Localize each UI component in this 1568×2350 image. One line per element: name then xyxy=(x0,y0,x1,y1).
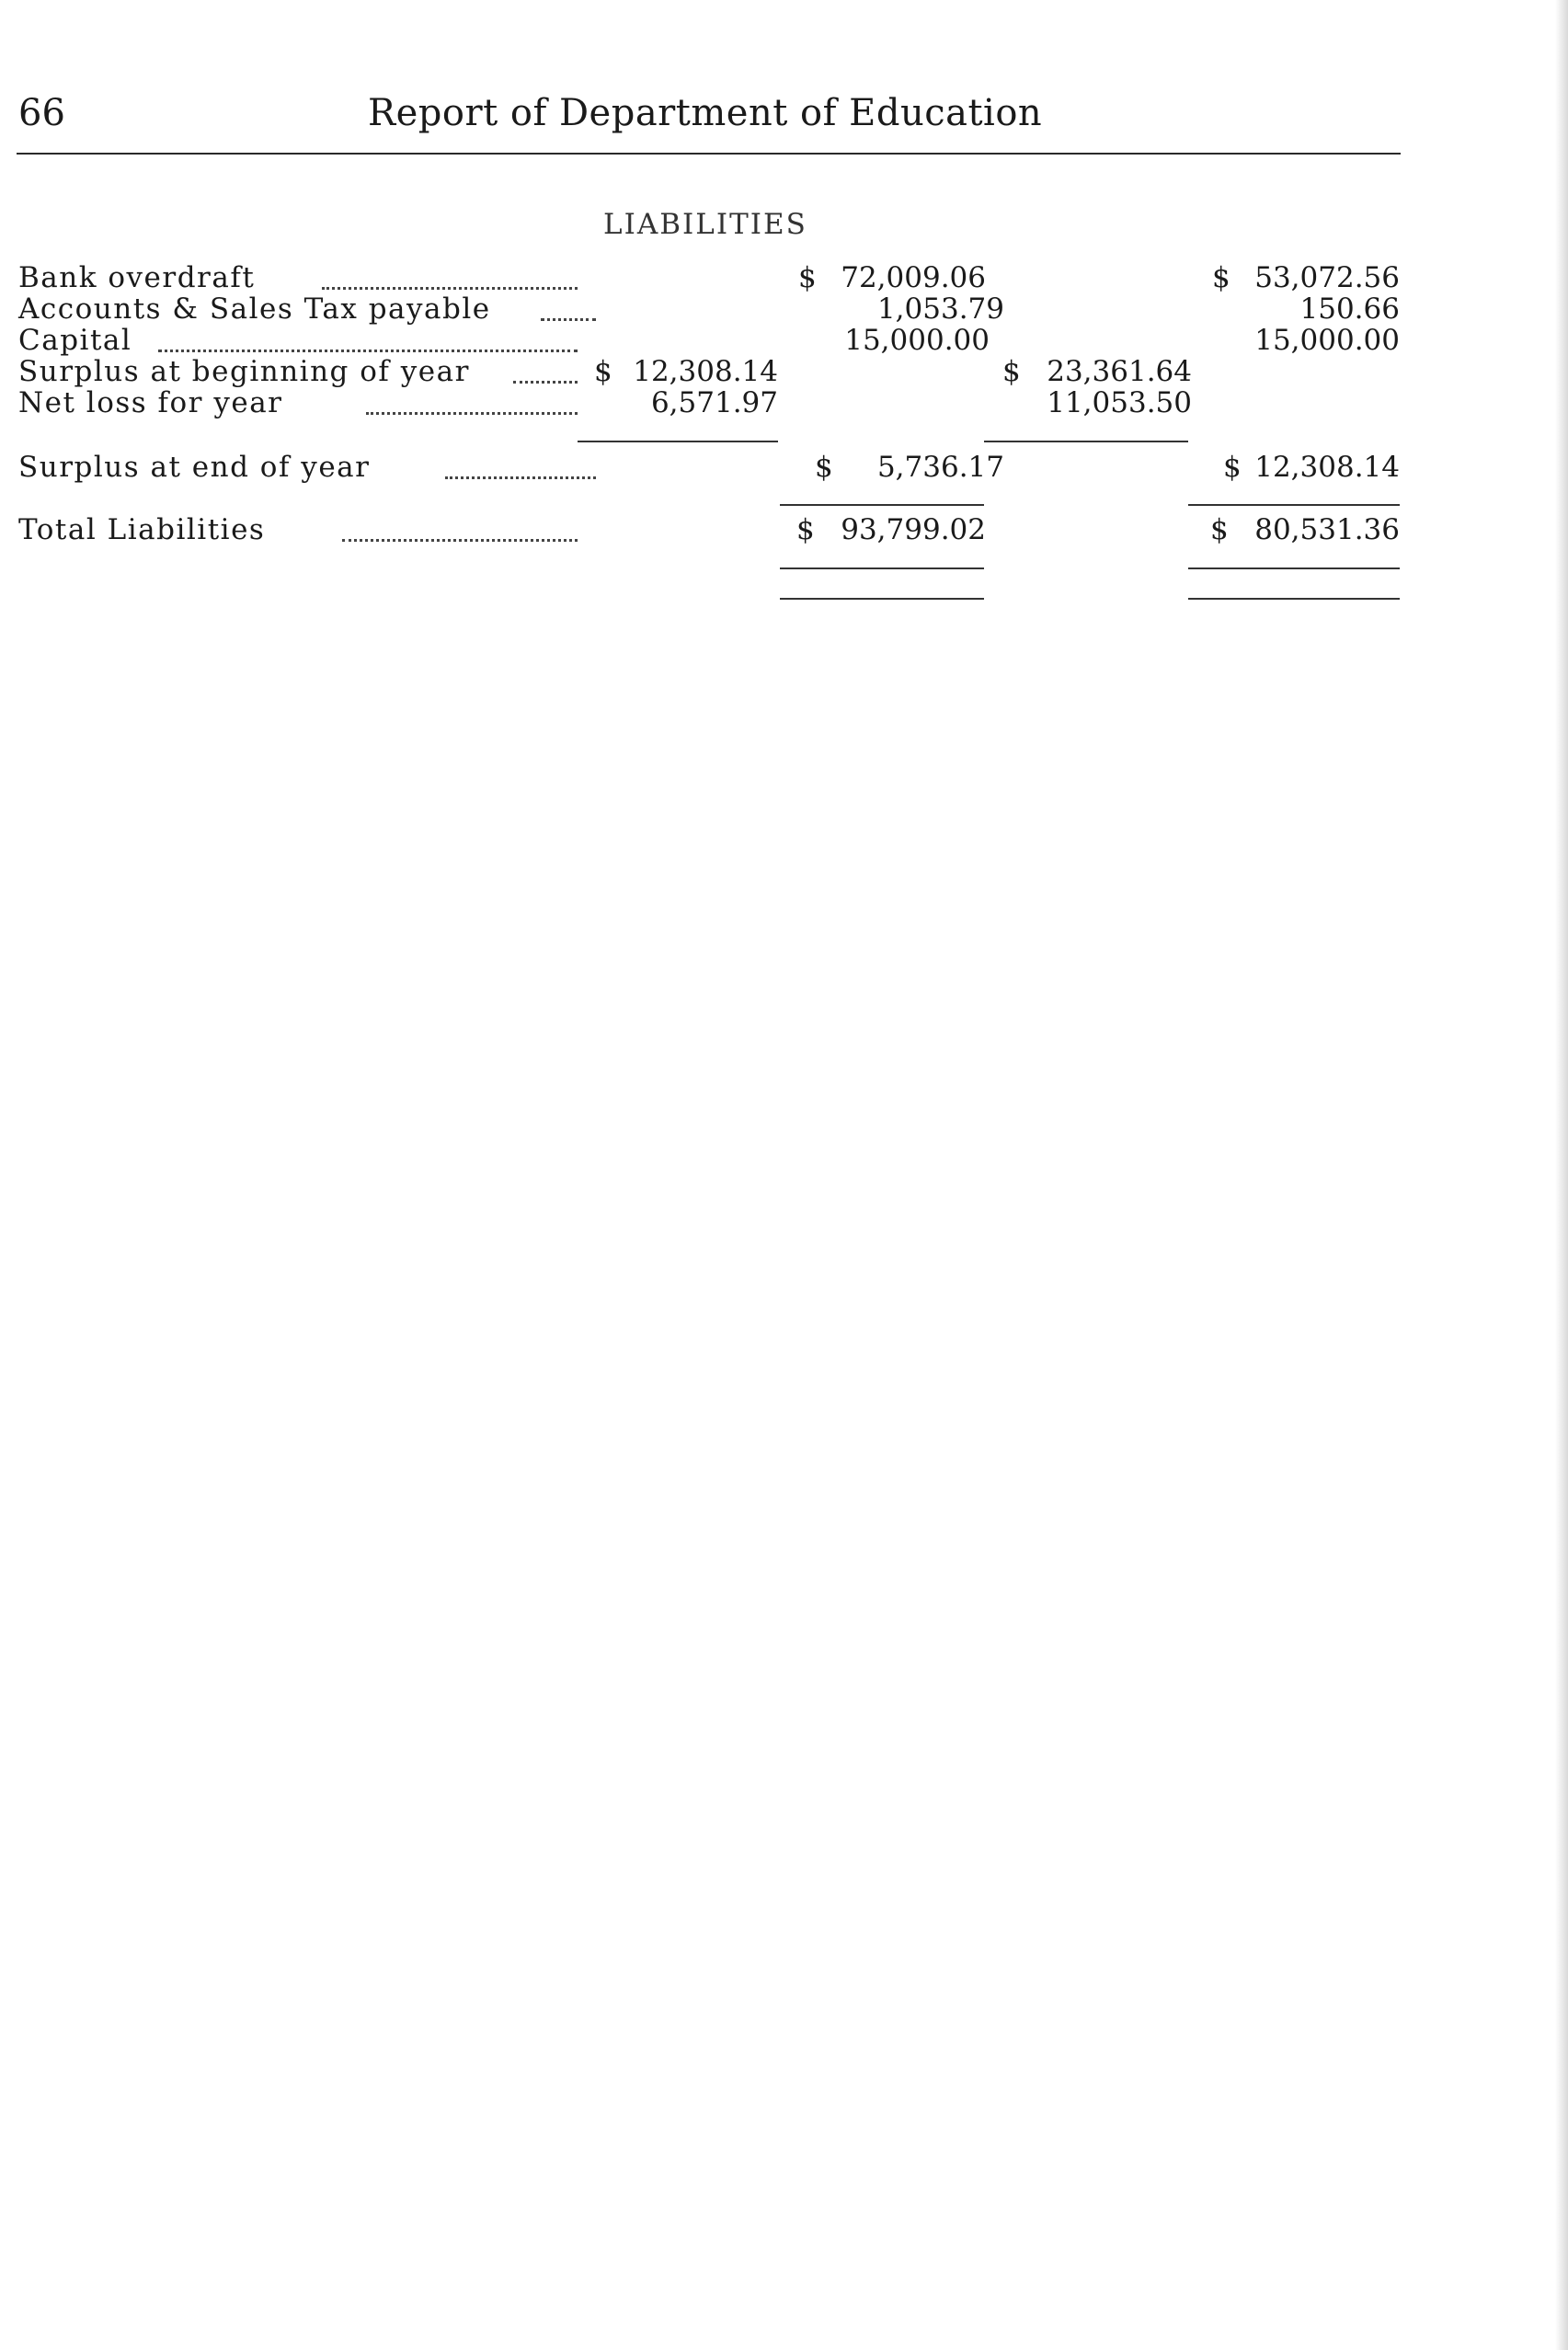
total-rule xyxy=(780,504,984,506)
amount-cell: 93,799.02 xyxy=(841,513,986,546)
currency-sign: $ xyxy=(594,355,612,388)
amount-cell: 53,072.56 xyxy=(1254,261,1400,294)
amount-cell: 11,053.50 xyxy=(1047,386,1192,419)
amount-cell: 1,053.79 xyxy=(876,292,1004,326)
currency-sign: $ xyxy=(798,261,817,294)
double-underline xyxy=(780,567,984,569)
double-underline xyxy=(780,598,984,600)
amount-cell: 23,361.64 xyxy=(1047,355,1192,388)
double-underline xyxy=(1188,598,1400,600)
amount-cell: 12,308.14 xyxy=(633,355,778,388)
header-rule xyxy=(17,153,1401,155)
currency-sign: $ xyxy=(1212,261,1230,294)
currency-sign: $ xyxy=(1223,451,1242,484)
dot-leader xyxy=(541,318,596,321)
currency-sign: $ xyxy=(1002,355,1021,388)
row-label: Surplus at beginning of year xyxy=(18,355,470,388)
amount-cell: 6,571.97 xyxy=(650,386,778,419)
subtotal-rule xyxy=(984,441,1188,442)
currency-sign: $ xyxy=(1210,513,1229,546)
dot-leader xyxy=(158,350,578,352)
running-title: Report of Department of Education xyxy=(368,92,1043,134)
row-label: Accounts & Sales Tax payable xyxy=(18,292,491,326)
row-label: Bank overdraft xyxy=(18,261,256,294)
dot-leader xyxy=(342,539,578,542)
row-label: Capital xyxy=(18,324,132,357)
amount-cell: 12,308.14 xyxy=(1254,451,1400,484)
scan-edge-shadow xyxy=(1555,0,1568,2350)
currency-sign: $ xyxy=(796,513,815,546)
row-label: Surplus at end of year xyxy=(18,451,371,484)
dot-leader xyxy=(445,476,596,479)
total-rule xyxy=(1188,504,1400,506)
page-number: 66 xyxy=(18,92,65,134)
subtotal-rule xyxy=(578,441,778,442)
currency-sign: $ xyxy=(815,451,833,484)
row-label: Total Liabilities xyxy=(18,513,266,546)
section-title: LIABILITIES xyxy=(603,208,807,241)
row-label: Net loss for year xyxy=(18,386,283,419)
amount-cell: 5,736.17 xyxy=(876,451,1004,484)
amount-cell: 72,009.06 xyxy=(841,261,986,294)
amount-cell: 80,531.36 xyxy=(1254,513,1400,546)
amount-cell: 15,000.00 xyxy=(844,324,990,357)
dot-leader xyxy=(513,381,578,384)
double-underline xyxy=(1188,567,1400,569)
amount-cell: 150.66 xyxy=(1299,292,1400,326)
dot-leader xyxy=(366,412,578,415)
dot-leader xyxy=(322,287,578,290)
amount-cell: 15,000.00 xyxy=(1254,324,1400,357)
